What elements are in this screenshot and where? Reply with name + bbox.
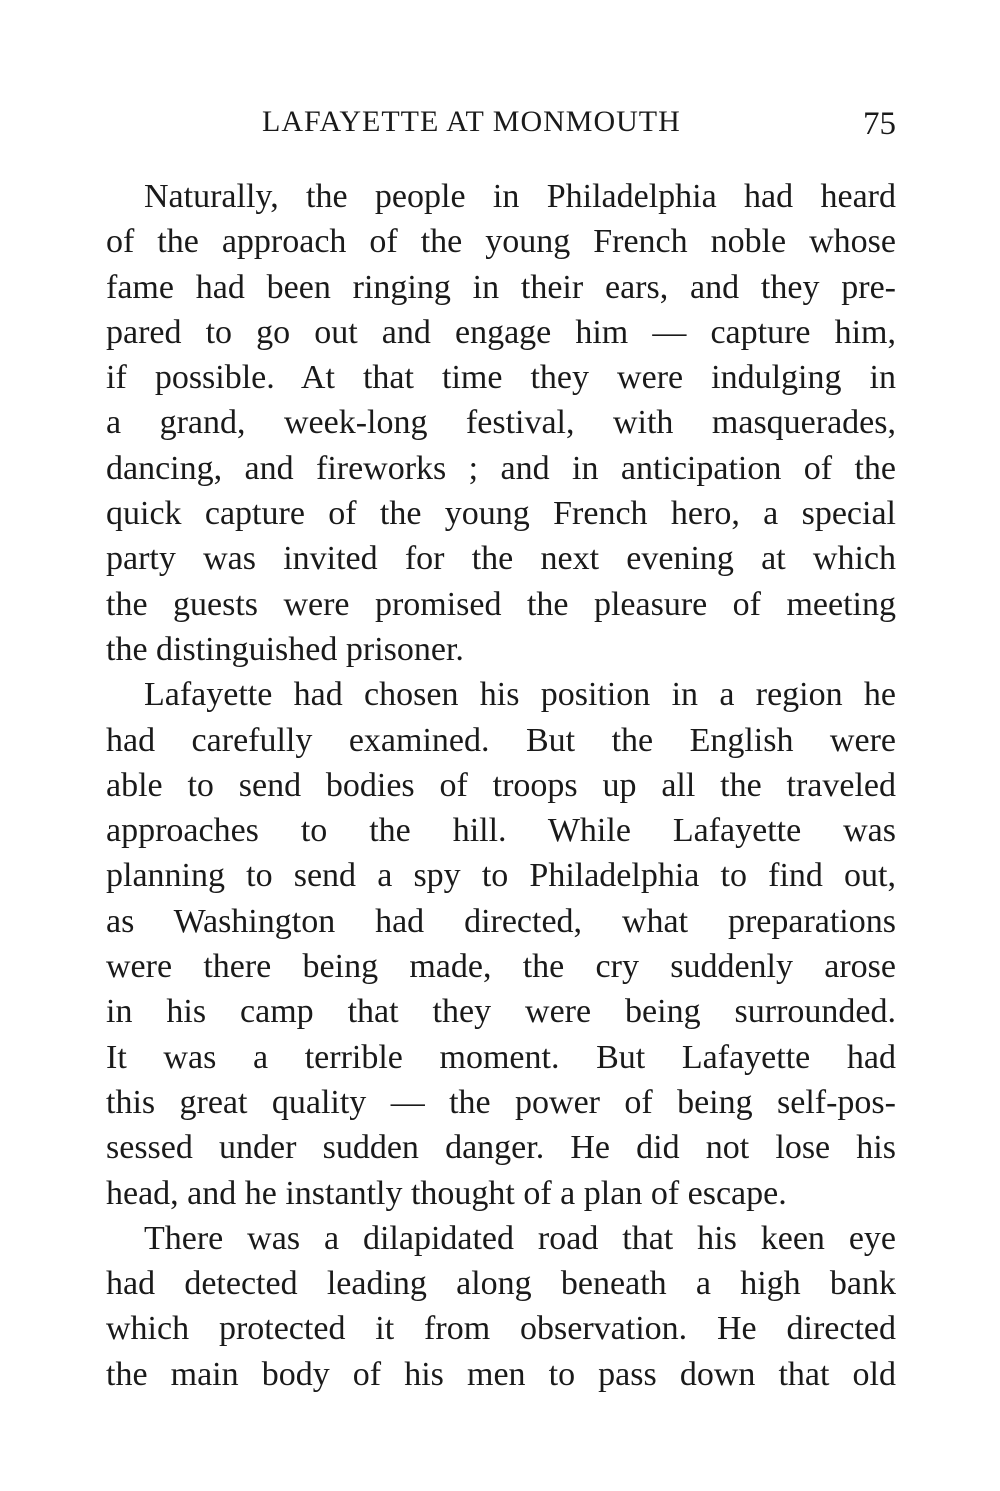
text-line: had carefully examined. But the English were: [106, 721, 896, 759]
text-line: in his camp that they were being surrounded.: [106, 993, 896, 1031]
text-line: Naturally, the people in Philadelphia had heard: [144, 178, 896, 215]
running-title: LAFAYETTE AT MONMOUTH: [262, 105, 681, 138]
text-line: head, and he instantly thought of a plan of escape.: [106, 1174, 787, 1212]
text-line: dancing, and fireworks ; and in anticipation of the: [106, 449, 896, 487]
page-number: 75: [863, 106, 896, 142]
text-line: the main body of his men to pass down that old: [106, 1355, 896, 1393]
text-line: if possible. At that time they were indulging in: [106, 359, 896, 397]
text-line: the distinguished prisoner.: [106, 630, 464, 668]
text-line: approaches to the hill. While Lafayette was: [106, 812, 896, 850]
text-line: planning to send a spy to Philadelphia to find out,: [106, 857, 896, 895]
text-line: fame had been ringing in their ears, and they pre-: [106, 268, 896, 306]
text-line: pared to go out and engage him — capture him,: [106, 313, 896, 351]
text-line: the guests were promised the pleasure of meeting: [106, 585, 896, 623]
text-line: It was a terrible moment. But Lafayette had: [106, 1038, 896, 1076]
body-text: [106, 174, 896, 1397]
text-line: this great quality — the power of being self-pos-: [106, 1083, 896, 1121]
text-line: sessed under sudden danger. He did not lose his: [106, 1129, 896, 1167]
text-line: which protected it from observation. He directed: [106, 1310, 896, 1348]
text-line: quick capture of the young French hero, a special: [106, 495, 896, 533]
running-header: [106, 98, 896, 148]
text-line: There was a dilapidated road that his keen eye: [144, 1219, 896, 1257]
text-line: Lafayette had chosen his position in a region he: [144, 676, 896, 714]
text-line: party was invited for the next evening at which: [106, 540, 896, 578]
text-line: as Washington had directed, what preparations: [106, 902, 896, 940]
text-line: able to send bodies of troops up all the traveled: [106, 766, 896, 804]
text-line: of the approach of the young French noble whose: [106, 223, 896, 261]
text-line: a grand, week-long festival, with masquerades,: [106, 404, 896, 442]
text-line: had detected leading along beneath a high bank: [106, 1265, 896, 1303]
text-line: were there being made, the cry suddenly arose: [106, 948, 896, 986]
